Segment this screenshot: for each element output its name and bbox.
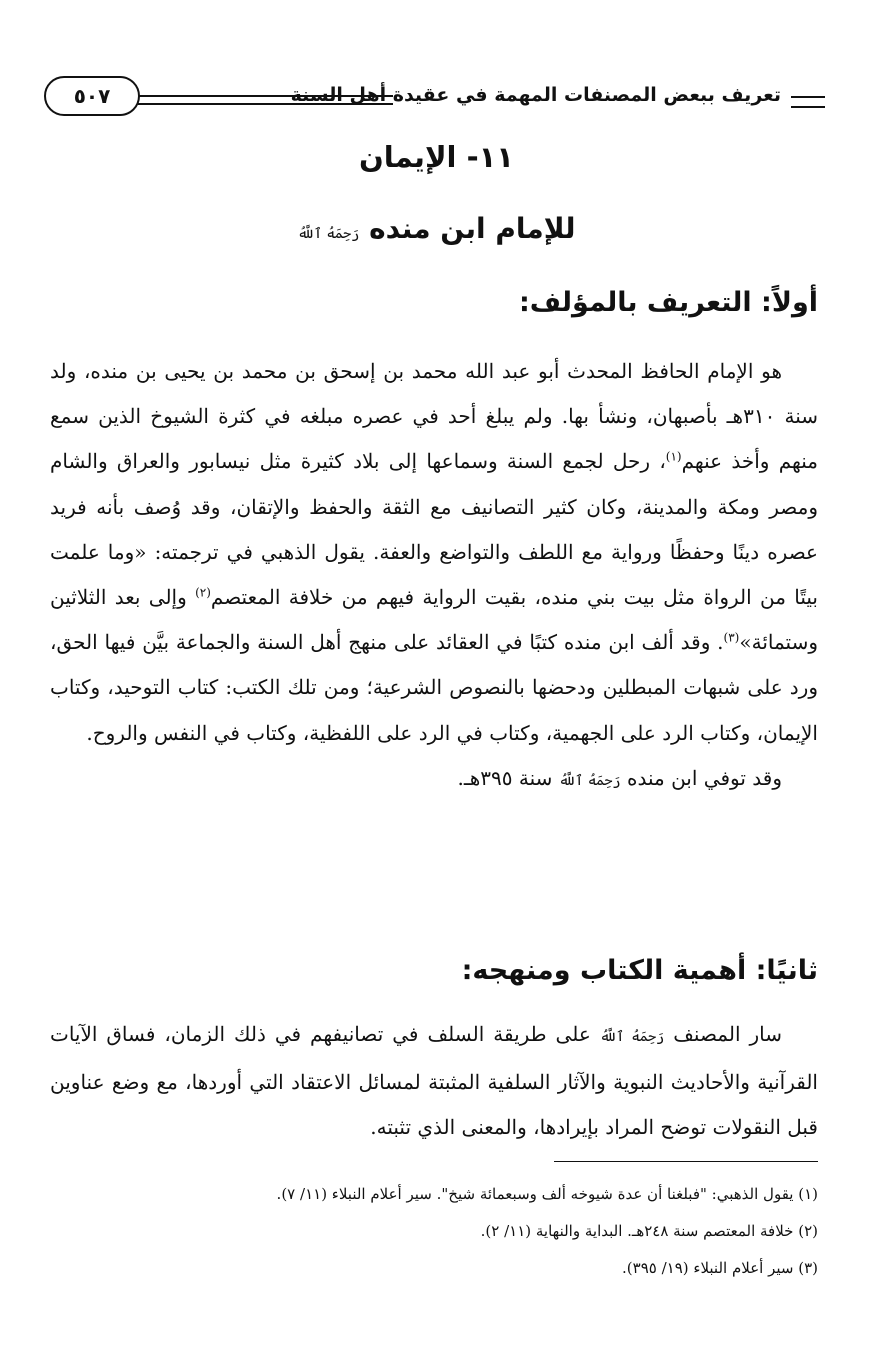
section-heading-text: : أهمية الكتاب ومنهجه: [461,955,767,986]
running-title: تعريف ببعض المصنفات المهمة في عقيدة أهل السنة [290,84,781,106]
section-heading-book [55,955,818,986]
author-line: للإمام ابن منده [369,212,576,245]
section-ordinal: ثانيًا [766,955,818,986]
footnote-3: (٣) سير أعلام النبلاء (١٩/ ٣٩٥). [622,1259,818,1277]
honorific-mark: رَحِمَهُ ٱللَّهُ [599,1029,665,1045]
honorific-mark: رَحِمَهُ ٱللَّهُ [297,226,360,242]
footnote-1: (١) يقول الذهبي: "فبلغنا أن عدة شيوخه ألف وسبعمائة شيخ". سير أعلام النبلاء (١١/ ٧). [276,1185,818,1203]
footnote-2: (٢) خلافة المعتصم سنة ٢٤٨هـ. البداية والنهاية (١١/ ٢). [480,1222,818,1240]
page-number: ٥٠٧ [44,76,140,116]
honorific-mark: رَحِمَهُ ٱللَّهُ [558,772,621,789]
footnotes [50,1176,818,1287]
death-line: وقد توفي ابن منده رَحِمَهُ ٱللَّهُ سنة ٣٩٥هـ. [457,765,782,790]
footnote-ref-1[interactable]: (١) [665,449,682,464]
footnote-ref-2[interactable]: (٢) [195,585,211,600]
method-paragraph: سار المصنف رَحِمَهُ ٱللَّهُ على طريقة السلف في تصانيفهم في ذلك الزمان، فساق الآيات القرآنية والأحاديث النبوية والآثار السلفية المثبتة لمسائل الاعتقاد التي أوردها، مع وضع عناوين قبل النقولات توضح المراد بإيرادها، والمعنى الذي تثبته. [50,1022,818,1140]
section-ordinal: أولاً [771,287,818,318]
header-ornament [791,96,825,108]
section-heading-author [55,287,818,318]
chapter-title: ١١- الإيمان [358,140,515,174]
footnote-separator [554,1161,818,1162]
author-title [0,212,873,245]
running-header [44,70,825,126]
header-rule [138,95,393,105]
biography-paragraph: هو الإمام الحافظ المحدث أبو عبد الله محمد بن إسحق بن محمد بن يحيى بن منده، ولد سنة ٣١٠هـ بأصبهان، ونشأ بها. ولم يبلغ أحد في عصره مبلغه في كثرة الشيوخ الذين سمع منهم وأخذ عنهم$^{(١)}$، رحل لجمع السنة وسماعها إلى بلاد كثيرة مثل نيسابور والعراق والشام ومصر ومكة والمدينة، وكان كثير التصانيف مع الثقة والحفظ والإتقان، وقد وُصف بأنه فريد عصره دينًا وحفظًا ورواية مع اللطف والتواضع والعفة. يقول الذهبي في ترجمته: «وما علمت بيتًا من الرواة مثل بيت بني منده، بقيت الرواية فيهم من خلافة المعتصم$^{(٢)}$ وإلى بعد الثلاثين وستمائة»$^{(٣)}$. وقد ألف ابن منده كتبًا في العقائد على منهج أهل السنة والجماعة بيَّن فيها الحق، ورد على شبهات المبطلين ودحضها بالنصوص الشرعية؛ ومن تلك الكتب: كتاب التوحيد، وكتاب الإيمان، وكتاب الرد على الجهمية، وكتاب في الرد على اللفظية، وكتاب في النفس والروح. [50,359,818,745]
book-method [50,1012,818,1151]
section-heading-text: : التعريف بالمؤلف: [518,287,772,318]
footnote-ref-3[interactable]: (٣) [723,630,740,645]
author-biography [50,349,818,804]
